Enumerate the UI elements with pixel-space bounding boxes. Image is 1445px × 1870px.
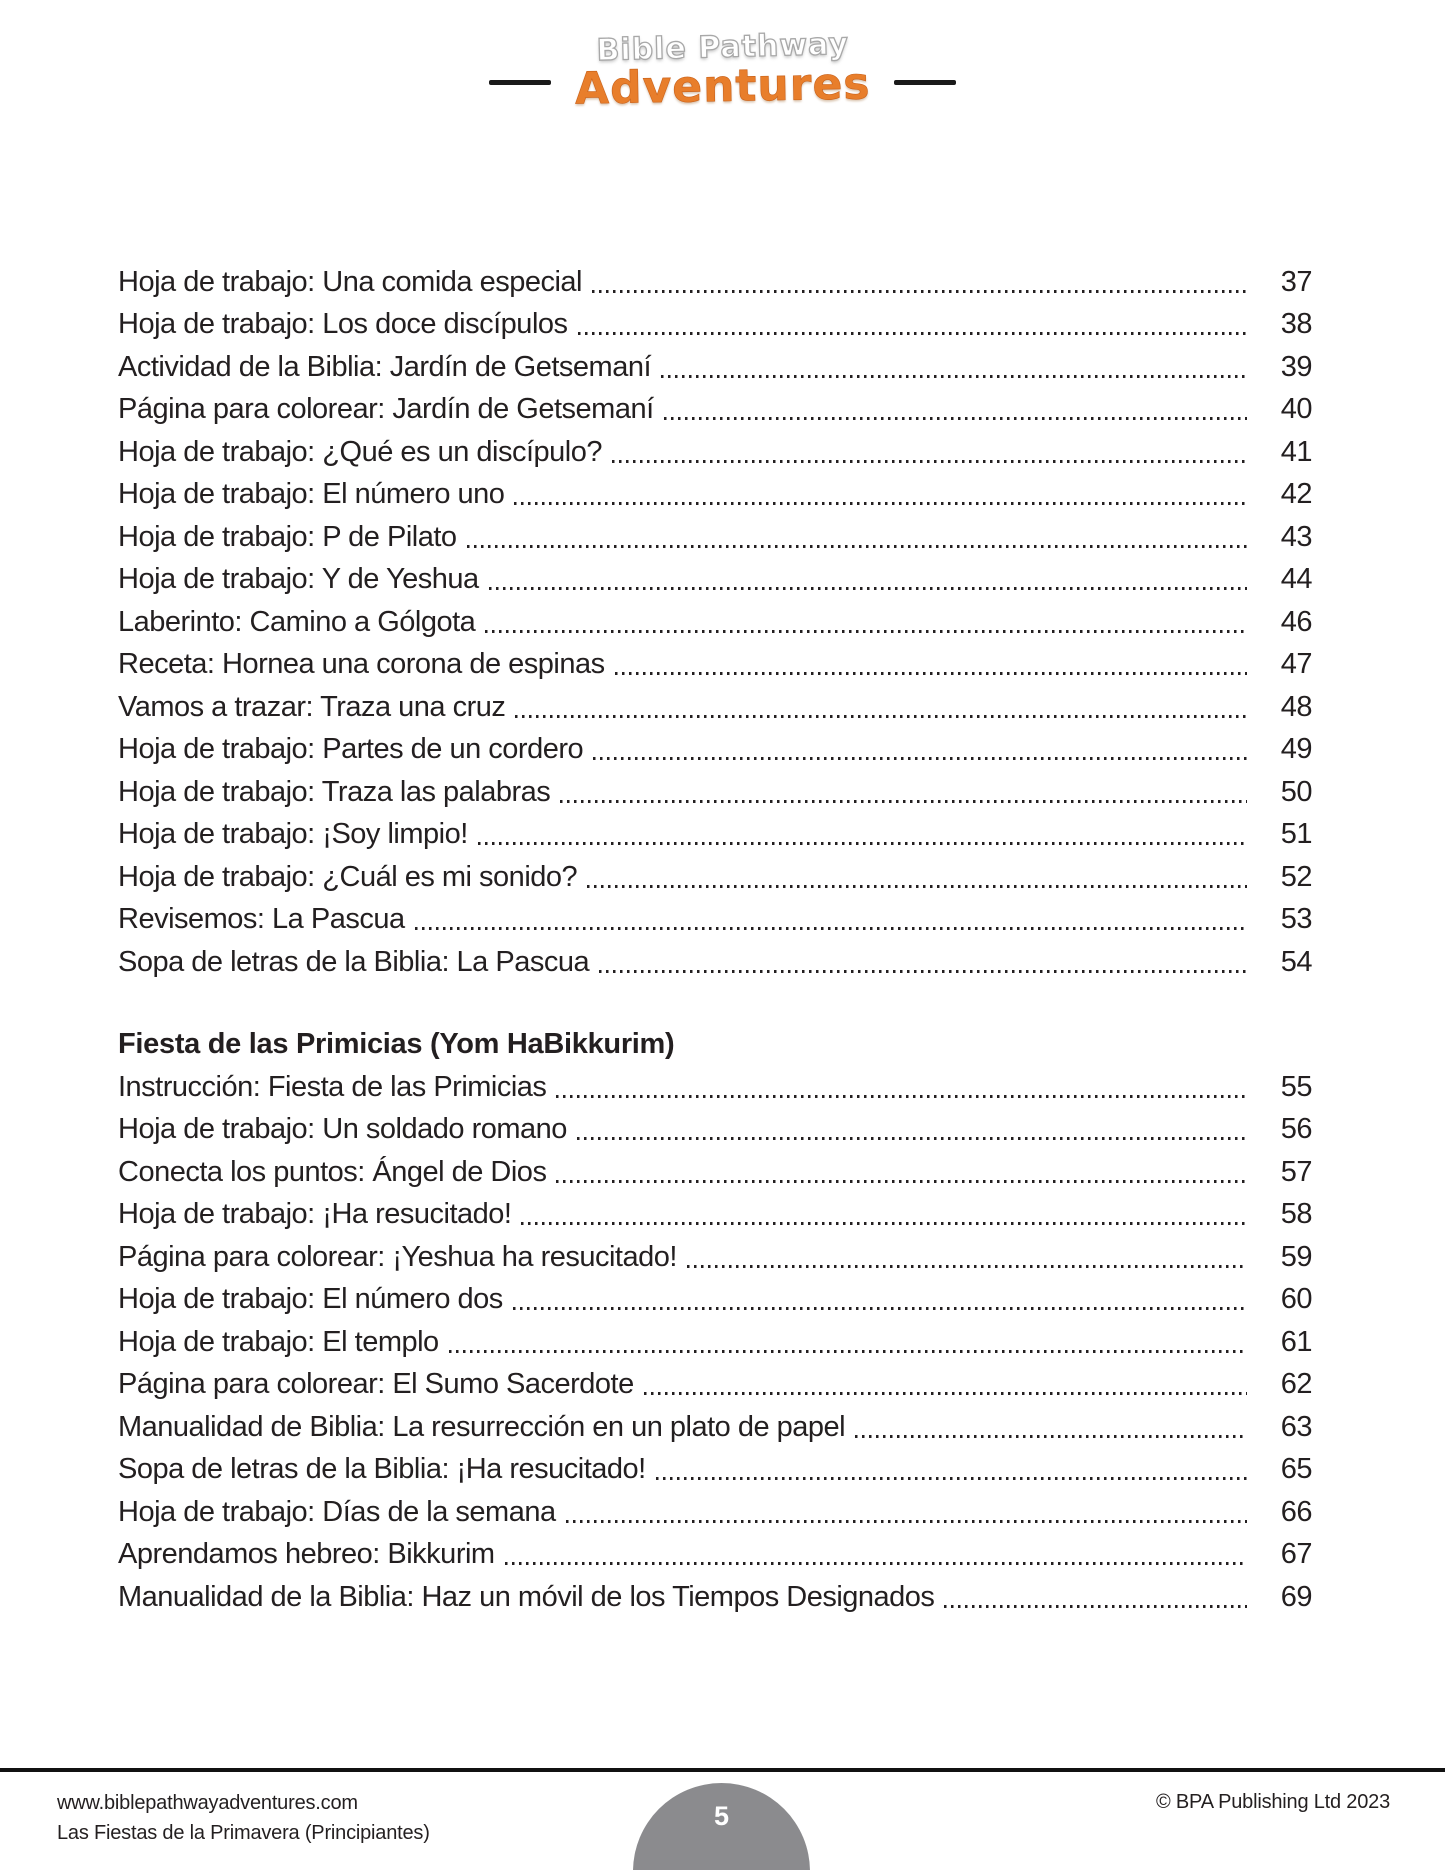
toc-entry: [118, 686, 1312, 729]
page-number: 5: [713, 1801, 730, 1831]
toc-entry-title: Laberinto: Camino a Gólgota: [118, 605, 476, 638]
toc-entry: [118, 304, 1312, 347]
dot-leader: [855, 1435, 1247, 1438]
toc-entry: [118, 601, 1312, 644]
toc-entry: [118, 1321, 1312, 1364]
toc-entry-page: 40: [1280, 393, 1312, 426]
footer-copyright: © BPA Publishing Ltd 2023: [1156, 1791, 1390, 1813]
dot-leader: [566, 1520, 1247, 1523]
toc-entry-title: Vamos a trazar: Traza una cruz: [118, 690, 506, 723]
toc-entry: [118, 1406, 1312, 1449]
dot-leader: [489, 587, 1247, 590]
dot-leader: [560, 800, 1247, 803]
toc-entry-title: Hoja de trabajo: El número dos: [118, 1283, 503, 1316]
toc-entry-page: 46: [1280, 605, 1312, 638]
toc-entry: [118, 814, 1312, 857]
toc-entry-page: 49: [1280, 733, 1312, 766]
toc-entry-title: Conecta los puntos: Ángel de Dios: [118, 1155, 547, 1188]
toc-entry-title: Hoja de trabajo: El templo: [118, 1325, 439, 1358]
toc-entry-title: Hoja de trabajo: Los doce discípulos: [118, 308, 568, 341]
toc-entry-page: 56: [1280, 1113, 1312, 1146]
toc-entry-page: 62: [1280, 1368, 1312, 1401]
toc-entry-title: Hoja de trabajo: ¿Qué es un discípulo?: [118, 435, 602, 468]
toc-entry-title: Hoja de trabajo: El número uno: [118, 478, 505, 511]
toc-entry-title: Actividad de la Biblia: Jardín de Getsemaní: [118, 350, 652, 383]
toc-entry: [118, 899, 1312, 942]
toc-entry-title: Hoja de trabajo: Una comida especial: [118, 265, 582, 298]
toc-entry-page: 47: [1280, 648, 1312, 681]
dot-leader: [514, 502, 1247, 505]
toc-entry-page: 43: [1280, 520, 1312, 553]
dot-leader: [644, 1392, 1247, 1395]
toc-entry: [118, 474, 1312, 517]
section-heading: Fiesta de las Primicias (Yom HaBikkurim): [118, 1028, 675, 1061]
dot-leader: [615, 672, 1247, 675]
dot-leader: [599, 970, 1247, 973]
toc-entry-page: 69: [1280, 1580, 1312, 1613]
toc-entry-title: Hoja de trabajo: Traza las palabras: [118, 775, 551, 808]
dot-leader: [556, 1095, 1247, 1098]
toc-entry: [118, 559, 1312, 602]
toc-entry-title: Manualidad de Biblia: La resurrección en un plato de papel: [118, 1410, 846, 1443]
dot-leader: [513, 1307, 1247, 1310]
toc-entry-page: 37: [1280, 265, 1312, 298]
page-number-badge: [633, 1783, 810, 1870]
toc-entry: [118, 1576, 1312, 1619]
dot-leader: [587, 885, 1247, 888]
toc-entry: [118, 1194, 1312, 1237]
toc-entry-page: 59: [1280, 1240, 1312, 1273]
dot-leader: [485, 630, 1247, 633]
toc-entry: [118, 431, 1312, 474]
brand-logo: [0, 26, 1445, 115]
toc-entry-title: Instrucción: Fiesta de las Primicias: [118, 1070, 547, 1103]
dot-leader: [661, 375, 1247, 378]
brand-name-top: Bible Pathway: [595, 26, 850, 69]
toc-entry: [118, 856, 1312, 899]
dot-leader: [656, 1477, 1247, 1480]
toc-entry-title: Receta: Hornea una corona de espinas: [118, 648, 605, 681]
dot-leader: [578, 332, 1247, 335]
toc-entry: [118, 644, 1312, 687]
toc-entry: [118, 346, 1312, 389]
toc-entry: [118, 729, 1312, 772]
toc-entry-page: 67: [1280, 1538, 1312, 1571]
toc-entry: [118, 1534, 1312, 1577]
toc-entry-title: Sopa de letras de la Biblia: La Pascua: [118, 945, 590, 978]
dot-leader: [515, 715, 1247, 718]
toc-entry-page: 42: [1280, 478, 1312, 511]
toc-entry-title: Página para colorear: El Sumo Sacerdote: [118, 1368, 634, 1401]
footer-book-title: Las Fiestas de la Primavera (Principiantes): [57, 1822, 430, 1844]
toc-entry-title: Hoja de trabajo: Partes de un cordero: [118, 733, 584, 766]
toc-entry-title: Sopa de letras de la Biblia: ¡Ha resucitado!: [118, 1453, 646, 1486]
toc-entry-page: 38: [1280, 308, 1312, 341]
toc-entry: [118, 261, 1312, 304]
toc-entry: [118, 1491, 1312, 1534]
toc-entry-page: 41: [1280, 435, 1312, 468]
footer-left: [57, 1788, 430, 1848]
toc-entry: [118, 941, 1312, 984]
toc-entry-title: Hoja de trabajo: Y de Yeshua: [118, 563, 479, 596]
toc-entry-page: 54: [1280, 945, 1312, 978]
dot-leader: [556, 1180, 1247, 1183]
footer-divider: [0, 1768, 1445, 1772]
dot-leader: [467, 545, 1247, 548]
brand-name-bottom: Adventures: [574, 58, 871, 115]
dot-leader: [577, 1137, 1247, 1140]
toc-entry-page: 53: [1280, 903, 1312, 936]
logo-left-dash: [489, 80, 551, 85]
toc-entry-page: 52: [1280, 860, 1312, 893]
dot-leader: [478, 842, 1247, 845]
toc-entry: [118, 1109, 1312, 1152]
dot-leader: [687, 1265, 1247, 1268]
toc-entry-title: Hoja de trabajo: P de Pilato: [118, 520, 457, 553]
footer-website: www.biblepathwayadventures.com: [57, 1792, 358, 1814]
toc-entry-title: Hoja de trabajo: ¡Ha resucitado!: [118, 1198, 512, 1231]
toc-entry-page: 48: [1280, 690, 1312, 723]
toc-entry-page: 57: [1280, 1155, 1312, 1188]
dot-leader: [593, 757, 1247, 760]
dot-leader: [449, 1350, 1247, 1353]
dot-leader: [505, 1562, 1247, 1565]
toc-entry: [118, 516, 1312, 559]
table-of-contents: [118, 261, 1312, 1619]
dot-leader: [415, 927, 1247, 930]
toc-entry-page: 63: [1280, 1410, 1312, 1443]
dot-leader: [521, 1222, 1247, 1225]
toc-entry-title: Hoja de trabajo: ¡Soy limpio!: [118, 818, 468, 851]
toc-entry-page: 44: [1280, 563, 1312, 596]
toc-entry: [118, 1066, 1312, 1109]
toc-entry-page: 39: [1280, 350, 1312, 383]
toc-entry-page: 60: [1280, 1283, 1312, 1316]
toc-entry-page: 66: [1280, 1495, 1312, 1528]
toc-entry-page: 55: [1280, 1070, 1312, 1103]
toc-entry-title: Página para colorear: ¡Yeshua ha resucitado!: [118, 1240, 677, 1273]
toc-entry: [118, 1151, 1312, 1194]
toc-entry-page: 50: [1280, 775, 1312, 808]
toc-entry-title: Revisemos: La Pascua: [118, 903, 405, 936]
toc-entry-title: Hoja de trabajo: Días de la semana: [118, 1495, 556, 1528]
toc-entry-title: Página para colorear: Jardín de Getsemaní: [118, 393, 654, 426]
brand-wordmark: [574, 26, 871, 115]
toc-entry-title: Hoja de trabajo: Un soldado romano: [118, 1113, 567, 1146]
toc-entry: [118, 1449, 1312, 1492]
dot-leader: [612, 460, 1247, 463]
dot-leader: [664, 417, 1247, 420]
toc-entry-page: 61: [1280, 1325, 1312, 1358]
toc-entry: [118, 1236, 1312, 1279]
logo-right-dash: [894, 80, 956, 85]
toc-entry: [118, 1279, 1312, 1322]
toc-entry-page: 58: [1280, 1198, 1312, 1231]
dot-leader: [944, 1605, 1247, 1608]
toc-entry: [118, 771, 1312, 814]
toc-entry-title: Manualidad de la Biblia: Haz un móvil de los Tiempos Designados: [118, 1580, 935, 1613]
toc-entry-page: 51: [1280, 818, 1312, 851]
toc-entry-title: Hoja de trabajo: ¿Cuál es mi sonido?: [118, 860, 578, 893]
dot-leader: [592, 290, 1247, 293]
toc-entry: [118, 389, 1312, 432]
toc-entry: [118, 1364, 1312, 1407]
toc-entry-title: Aprendamos hebreo: Bikkurim: [118, 1538, 495, 1571]
toc-entry-page: 65: [1280, 1453, 1312, 1486]
